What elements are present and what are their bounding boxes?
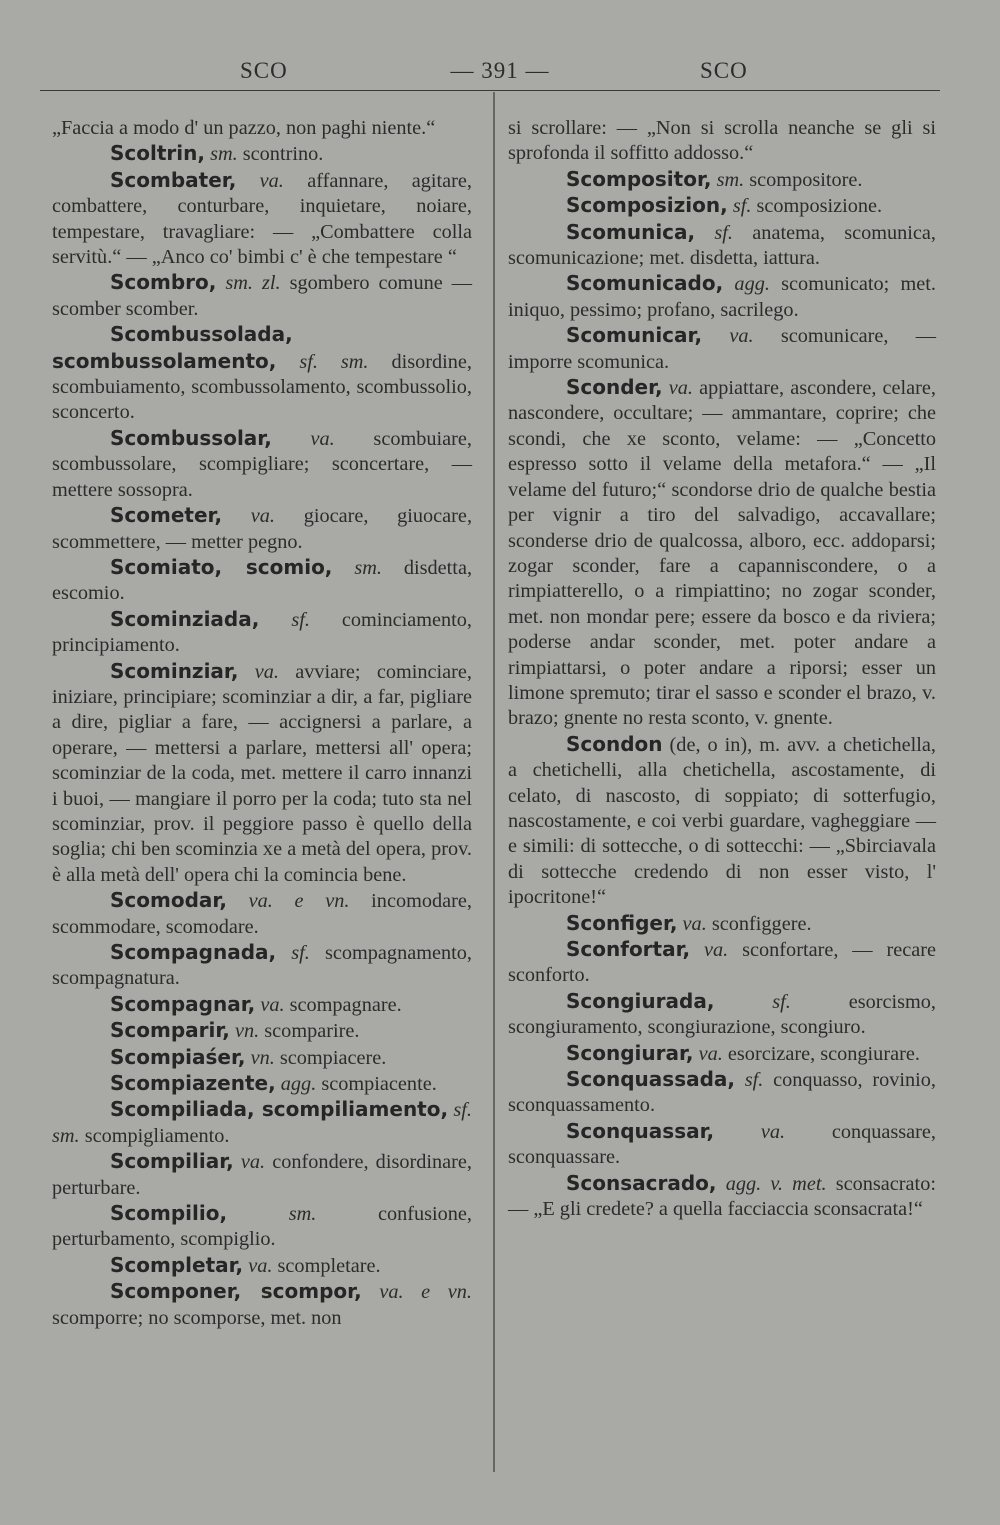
dictionary-entry (52, 141, 472, 167)
entry-headword: Scometer, (110, 503, 223, 528)
entry-grammar-label: sm. zl. (225, 272, 281, 295)
entry-definition: incomodare, scommodare, scomodare. (52, 890, 472, 938)
entry-headword: Scongiurar, (566, 1040, 694, 1065)
dictionary-entry (508, 732, 936, 911)
entry-definition: anatema, scomunica, scomunicazione; met. disdetta, iattura. (508, 221, 936, 270)
dictionary-entry (508, 911, 936, 937)
entry-grammar-label: sf. (714, 221, 734, 244)
entry-definition: giocare, giuocare, scommettere, — metter pegno. (52, 505, 473, 553)
dictionary-entry (508, 989, 936, 1041)
dictionary-entry (508, 271, 936, 323)
entry-headword: Sconfortar, (566, 937, 691, 961)
entry-definition: confondere, disordinare, perturbare. (52, 1151, 472, 1199)
entry-definition: confusione, perturbamento, scompiglio. (52, 1203, 472, 1251)
entry-definition: scombuiare, scombussolare, scompigliare; sconcertare, — mettere sossopra. (52, 427, 472, 501)
entry-headword: Scomparir, (110, 1018, 230, 1043)
entry-grammar-label: sf. (772, 990, 791, 1013)
entry-definition: scompiacente. (321, 1073, 437, 1096)
entry-grammar-label: agg. v. met. (725, 1172, 827, 1195)
entry-grammar-label: va. e vn. (379, 1281, 472, 1304)
entry-definition: scomunicato; met. iniquo, pessimo; profano, sacrilego. (508, 273, 937, 321)
entry-headword: Scomunicado, (566, 271, 724, 296)
dictionary-entry (508, 937, 936, 989)
dictionary-entry (52, 607, 472, 659)
dictionary-entry (508, 1171, 936, 1223)
entry-definition: cominciamento, principiamento. (52, 608, 472, 657)
entry-definition: scompigliamento. (84, 1124, 230, 1147)
entry-grammar-label: va. (310, 427, 335, 450)
entry-headword: Scompiazente, (110, 1071, 276, 1096)
entry-grammar-label: va. (760, 1120, 786, 1143)
entry-definition: scompagnamento, scompagnatura. (52, 942, 472, 990)
dictionary-entry (52, 1071, 472, 1097)
dictionary-entry (52, 888, 472, 940)
entry-grammar-label: sf. (291, 608, 310, 631)
entry-grammar-label: sf. (744, 1069, 764, 1092)
entry-headword: Scoltrin, (110, 141, 205, 166)
column-divider (493, 92, 495, 1472)
entry-grammar-label: sf. sm. (52, 1099, 472, 1147)
entry-headword: Scondon (566, 731, 663, 756)
entry-definition: sconfortare, — recare sconforto. (508, 939, 936, 987)
entry-headword: Sconfiger, (566, 910, 678, 935)
entry-headword: Scominziar, (110, 658, 239, 683)
entry-headword: Scompiliar, (110, 1149, 234, 1174)
dictionary-entry (52, 426, 472, 503)
dictionary-entry (508, 193, 936, 219)
entry-headword: Scombussolar, (110, 425, 272, 450)
dictionary-entry (52, 992, 472, 1018)
dictionary-entry (52, 1201, 472, 1253)
entry-grammar-label: va. (729, 325, 754, 348)
entry-headword: Scomodar, (110, 888, 227, 913)
entry-definition: scomparire. (264, 1020, 360, 1043)
entry-headword: Sconder, (566, 375, 663, 400)
entry-definition: sconsacrato: — „E gli credete? a quella facciaccia sconsacrata!“ (508, 1172, 936, 1221)
entry-grammar-label: sm. (210, 143, 238, 166)
entry-definition: esorcismo, scongiuramento, scongiurazione, scongiuro. (508, 990, 936, 1039)
dictionary-entry (52, 322, 472, 426)
entry-headword: Sconsacrado, (566, 1170, 717, 1195)
entry-definition: affannare, agitare, combattere, conturbare, inquietare, noiare, tempestare, travagliare: — „Combattere colla servitù.“ — „Anco co' bimbi c' è che tempestare “ (52, 169, 472, 269)
entry-definition: scompiacere. (279, 1046, 387, 1069)
entry-grammar-label: va. e vn. (248, 890, 350, 913)
entry-definition: scomporre; no scomporse, met. non (52, 1306, 342, 1329)
entry-definition: conquasso, rovinio, sconquassamento. (508, 1069, 936, 1117)
entry-grammar-label: va. (668, 377, 693, 400)
entry-grammar-label: va. (259, 169, 284, 192)
right-guide-word: SCO (700, 58, 748, 83)
entry-headword: Sconquassar, (566, 1118, 715, 1143)
entry-grammar-label: agg. (280, 1073, 317, 1096)
entry-definition: si scrollare: — „Non si scrolla neanche se gli si sprofonda il soffitto addosso.“ (508, 117, 936, 165)
entry-headword: Scomiato, scomio, (110, 554, 333, 579)
entry-definition: sconfiggere. (711, 912, 812, 935)
dictionary-entry (52, 270, 472, 322)
dictionary-entry (52, 1097, 472, 1149)
entry-grammar-label: va. (682, 912, 707, 935)
entry-headword: Scongiurada, (566, 988, 715, 1013)
entry-definition: sgombero comune — scomber scomber. (52, 272, 473, 320)
entry-definition: appiattare, ascondere, celare, nascondere, occultare; — ammantare, coprire; che scondi, che xe sconto, velame: — „Concetto espresso sotto il velame della metafora.“ — „Il velame del futuro;“ scondorse drio de qualche bestia per vignir a tiro del salvadigo, accavallare; sconderse drio de qualcossa, alboro, ecc. addoparsi; zogar sconder, fare a capanniscondere, o a rimpiatterello, o a rimpiattino; no zogar sconder, met. non mondar pere; essere da bosco e da riviera; poderse andar sconder, met. poter andare a rimpiattarsi, o poter andare a riporsi; esser un limone spremuto; tirar el sasso e sconder el brazo, v. brazo; gnente no resta sconto, v. gnente. (508, 377, 936, 730)
entry-definition: (de, o in), m. avv. a chetichella, a chetichelli, alla chetichella, ascostamente, di celato, di nascosto, di soppiato; di sotterfugio, nascostamente, e coi verbi guardare, vagheggiare — e simili: di sottecche, o di sottecchi: — „Sbirciavala di sottecche credendo di non esser visto, l' ipocritone!“ (508, 733, 936, 909)
entry-grammar-label: sf. (732, 195, 752, 218)
left-guide-word: SCO (240, 58, 288, 83)
page-header (40, 52, 940, 91)
dictionary-entry (52, 940, 472, 992)
dictionary-entry (508, 167, 936, 193)
entry-grammar-label: va. (698, 1042, 723, 1065)
dictionary-entry (52, 555, 472, 607)
entry-definition: scompositore. (749, 168, 863, 191)
dictionary-entry (52, 1018, 472, 1044)
entry-grammar-label: va. (260, 993, 285, 1016)
dictionary-entry (508, 1067, 936, 1119)
dictionary-entry (52, 1149, 472, 1201)
left-column (52, 116, 472, 1331)
entry-definition: scompagnare. (289, 993, 402, 1016)
entry-definition: scompletare. (277, 1254, 381, 1277)
entry-definition: avviare; cominciare, iniziare, principiare; scominziar a dir, a far, pigliare a dire, pigliar a fare, — accignersi a parlare, a operare, — mettersi a parlare, mettersi all' opera; scominziar de la coda, met. mettere il carro innanzi i buoi, — mangiare il porro per la coda; tuto sta nel scominziar, prov. il peggiore passo è quello della soglia; chi ben scominzia xe a metà del opera, prov. è alla metà dell' opera chi la comincia bene. (52, 660, 472, 886)
entry-headword: Scombro, (110, 270, 217, 295)
entry-grammar-label: va. (254, 660, 279, 683)
entry-definition: conquassare, sconquassare. (508, 1120, 936, 1169)
entry-grammar-label: vn. (234, 1020, 260, 1043)
entry-headword: Scomponer, scompor, (110, 1279, 362, 1304)
dictionary-entry (52, 1253, 472, 1279)
page-number: — 391 — (450, 58, 550, 83)
entry-grammar-label: va. (704, 939, 729, 961)
dictionary-entry (52, 116, 472, 141)
entry-grammar-label: sm. (354, 556, 382, 579)
dictionary-entry (52, 659, 472, 889)
entry-headword: Scompositor, (566, 166, 712, 191)
entry-headword: Scompagnada, (110, 940, 277, 964)
entry-grammar-label: sm. (716, 168, 745, 191)
dictionary-entry (508, 1119, 936, 1171)
dictionary-entry (52, 1279, 472, 1331)
dictionary-entry (508, 323, 936, 375)
entry-headword: Scompletar, (110, 1252, 244, 1277)
entry-headword: Scompilio, (110, 1201, 228, 1226)
right-column (508, 116, 936, 1222)
entry-headword: Scompagnar, (110, 991, 256, 1016)
entry-headword: Scomunica, (566, 219, 696, 244)
dictionary-entry (52, 168, 472, 271)
entry-grammar-label: agg. (734, 273, 770, 296)
entry-definition: disdetta, escomio. (52, 556, 473, 605)
dictionary-entry (52, 503, 472, 555)
entry-definition: „Faccia a modo d' un pazzo, non paghi niente.“ (52, 117, 436, 139)
entry-headword: Scombater, (110, 167, 237, 192)
entry-headword: Scominziada, (110, 606, 260, 631)
entry-grammar-label: sm. (288, 1203, 317, 1226)
entry-definition: esorcizare, scongiurare. (727, 1042, 920, 1065)
entry-grammar-label: va. (248, 1254, 273, 1277)
entry-headword: Scombussolada, scombussolamento, (52, 322, 293, 373)
dictionary-entry (508, 1041, 936, 1067)
entry-grammar-label: sf. sm. (299, 350, 369, 373)
entry-headword: Scomunicar, (566, 323, 703, 348)
dictionary-entry (508, 116, 936, 167)
entry-grammar-label: va. (240, 1151, 266, 1174)
entry-definition: scomposizione. (756, 195, 883, 218)
entry-definition: scontrino. (242, 143, 324, 166)
dictionary-entry (508, 220, 936, 272)
entry-grammar-label: vn. (250, 1046, 275, 1069)
entry-grammar-label: va. (250, 505, 275, 528)
entry-headword: Scomposizion, (566, 193, 728, 218)
entry-definition: disordine, scombuiamento, scombussolamento, scombussolio, sconcerto. (52, 350, 473, 424)
entry-headword: Scompiaśer, (110, 1044, 246, 1069)
dictionary-entry (508, 375, 936, 732)
entry-headword: Sconquassada, (566, 1067, 736, 1092)
entry-definition: scomunicare, — imporre scomunica. (508, 325, 936, 373)
entry-headword: Scompiliada, scompiliamento, (110, 1097, 449, 1122)
entry-grammar-label: sf. (291, 942, 310, 964)
dictionary-entry (52, 1045, 472, 1071)
